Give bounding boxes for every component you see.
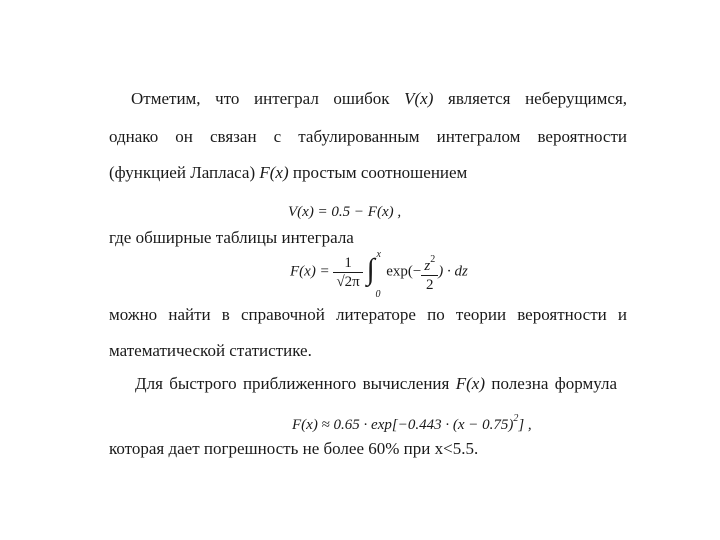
paragraph-2-text: однако он связан с табулированным интегралом вероятности: [109, 127, 627, 146]
paragraph-3-text-c: простым соотношением: [292, 163, 468, 182]
paragraph-7-line: [135, 373, 617, 395]
exp-z-power: 2: [430, 253, 436, 265]
paragraph-4-line: [109, 227, 354, 249]
equation-3-main: F(x) ≈ 0.65 · exp[−0.443 · (x − 0.75): [292, 417, 514, 433]
paragraph-6-line: [109, 340, 312, 362]
equation-1: V(x) = 0.5 − F(x) ,: [288, 204, 402, 220]
equation-3-tail: ] ,: [518, 417, 532, 433]
fraction-numerator: 1: [333, 254, 362, 273]
exp-fraction: [421, 251, 438, 294]
equation-2: [290, 249, 468, 300]
paragraph-4-text: где обширные таблицы интеграла: [109, 228, 354, 247]
integral-sign: [366, 249, 383, 300]
integral-icon: ∫: [366, 253, 375, 286]
equation-2-fraction: [333, 254, 362, 291]
equation-3-power: 2: [513, 413, 519, 424]
integral-lower-limit: 0: [375, 289, 381, 300]
equation-2-lhs: F(x) =: [290, 263, 330, 280]
exp-close: ) · dz: [438, 263, 468, 280]
paragraph-7-text-c: полезна формула: [491, 374, 618, 393]
integral-upper-limit: x: [376, 249, 381, 260]
exp-z: z: [424, 257, 431, 274]
paragraph-2-line: [109, 126, 627, 148]
inline-formula-f-2: F(x): [455, 374, 485, 393]
paragraph-1-line: [131, 88, 627, 110]
exp-fraction-denominator: 2: [426, 276, 434, 293]
exp-fraction-numerator: [421, 251, 438, 276]
paragraph-7-text-a: Для быстрого приближенного вычисления: [135, 374, 450, 393]
exp-open: exp(−: [386, 263, 422, 280]
equation-3: [292, 410, 532, 434]
paragraph-5-text: можно найти в справочной литераторе по теории вероятности и: [109, 305, 627, 324]
inline-formula-v: V(x): [404, 89, 434, 108]
paragraph-8-line: [109, 438, 478, 460]
fraction-denominator: √2π: [336, 273, 360, 290]
paragraph-1-text-c: является неберущимся,: [448, 89, 628, 108]
paragraph-3-line: [109, 162, 467, 184]
paragraph-3-text-a: (функцией Лапласа): [109, 163, 256, 182]
inline-formula-f: F(x): [259, 163, 289, 182]
paragraph-1-text-a: Отметим, что интеграл ошибок: [131, 89, 390, 108]
paragraph-5-line: [109, 304, 627, 326]
paragraph-6-text: математической статистике.: [109, 341, 312, 360]
paragraph-8-text: которая дает погрешность не более 60% при x<5.5.: [109, 439, 479, 458]
